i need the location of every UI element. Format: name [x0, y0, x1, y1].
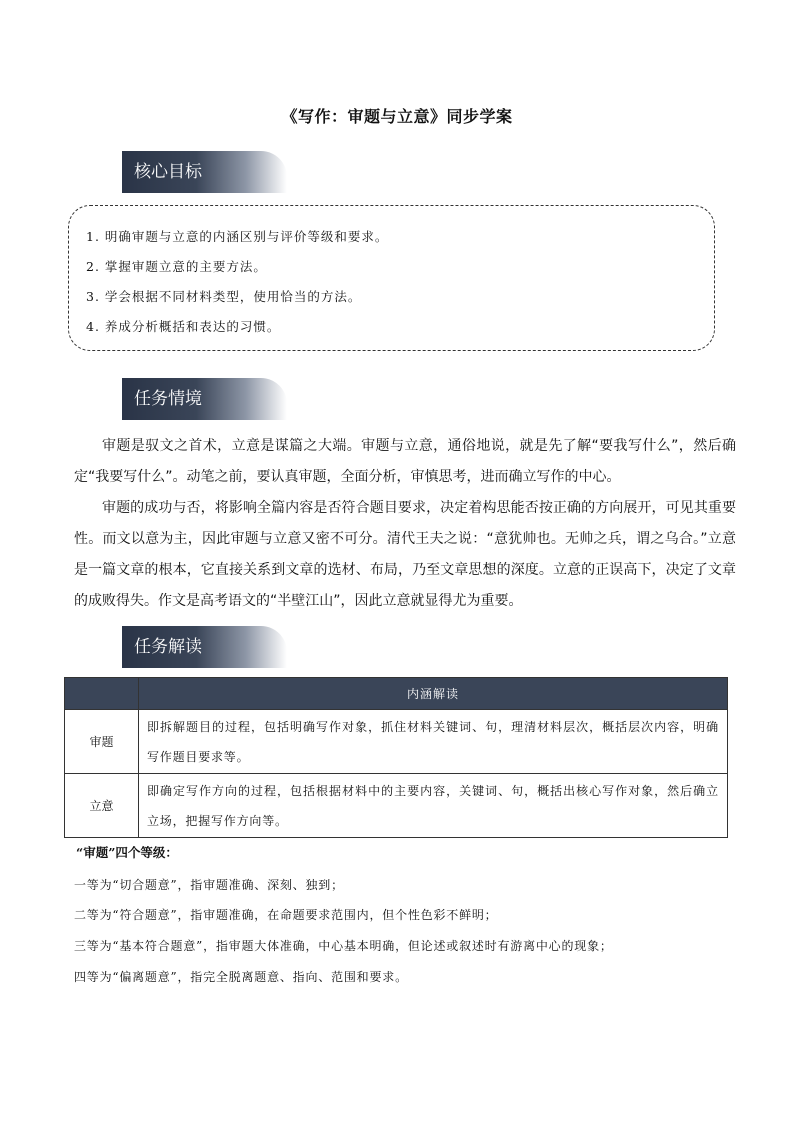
- level-item: 一等为“切合题意”，指审题准确、深刻、独到；: [74, 878, 344, 892]
- scenario-paragraph: 审题的成功与否，将影响全篇内容是否符合题目要求，决定着构思能否按正确的方向展开，可见其重要性。而文以意为主，因此审题与立意又密不可分。清代王夫之说：“意犹帅也。无帅之兵，谓之乌合。”立意是一篇文章的根本，它直接关系到文章的选材、布局，乃至文章思想的深度。立意的正误高下，决定了文章的成败得失。作文是高考语文的“半壁江山”，因此立意就显得尤为重要。: [74, 500, 736, 609]
- row-content: 即确定写作方向的过程，包括根据材料中的主要内容，关键词、句，概括出核心写作对象，然后确立立场，把握写作方向等。: [139, 774, 728, 838]
- table-row: [65, 710, 728, 774]
- page-title: 《写作：审题与立意》同步学案: [281, 107, 513, 126]
- table-header: 内涵解读: [139, 678, 728, 710]
- section-banner-goals: 核心目标: [122, 151, 287, 193]
- level-item: 四等为“偏离题意”，指完全脱离题意、指向、范围和要求。: [74, 970, 408, 984]
- goal-item: 4. 养成分析概括和表达的习惯。: [86, 319, 281, 334]
- levels-heading: “审题”四个等级：: [76, 845, 178, 860]
- goal-item: 1. 明确审题与立意的内涵区别与评价等级和要求。: [86, 229, 389, 244]
- reading-table: [64, 677, 728, 838]
- goal-item: 2. 掌握审题立意的主要方法。: [86, 259, 267, 274]
- goal-item: 3. 学会根据不同材料类型，使用恰当的方法。: [86, 289, 362, 304]
- level-item: 三等为“基本符合题意”，指审题大体准确，中心基本明确，但论述或叙述时有游离中心的现象；: [74, 939, 613, 953]
- row-term: 审题: [65, 710, 139, 774]
- table-header-row: [65, 678, 728, 710]
- row-term: 立意: [65, 774, 139, 838]
- scenario-paragraph: 审题是驭文之首术，立意是谋篇之大端。审题与立意，通俗地说，就是先了解“要我写什么”，然后确定“我要写什么”。动笔之前，要认真审题，全面分析，审慎思考，进而确立写作的中心。: [74, 438, 736, 485]
- table-row: [65, 774, 728, 838]
- table-header-blank: [65, 678, 139, 710]
- level-item: 二等为“符合题意”，指审题准确，在命题要求范围内，但个性色彩不鲜明；: [74, 908, 498, 922]
- row-content: 即拆解题目的过程，包括明确写作对象，抓住材料关键词、句，理清材料层次，概括层次内容，明确写作题目要求等。: [139, 710, 728, 774]
- section-banner-reading: 任务解读: [122, 626, 287, 668]
- section-banner-scenario: 任务情境: [122, 378, 287, 420]
